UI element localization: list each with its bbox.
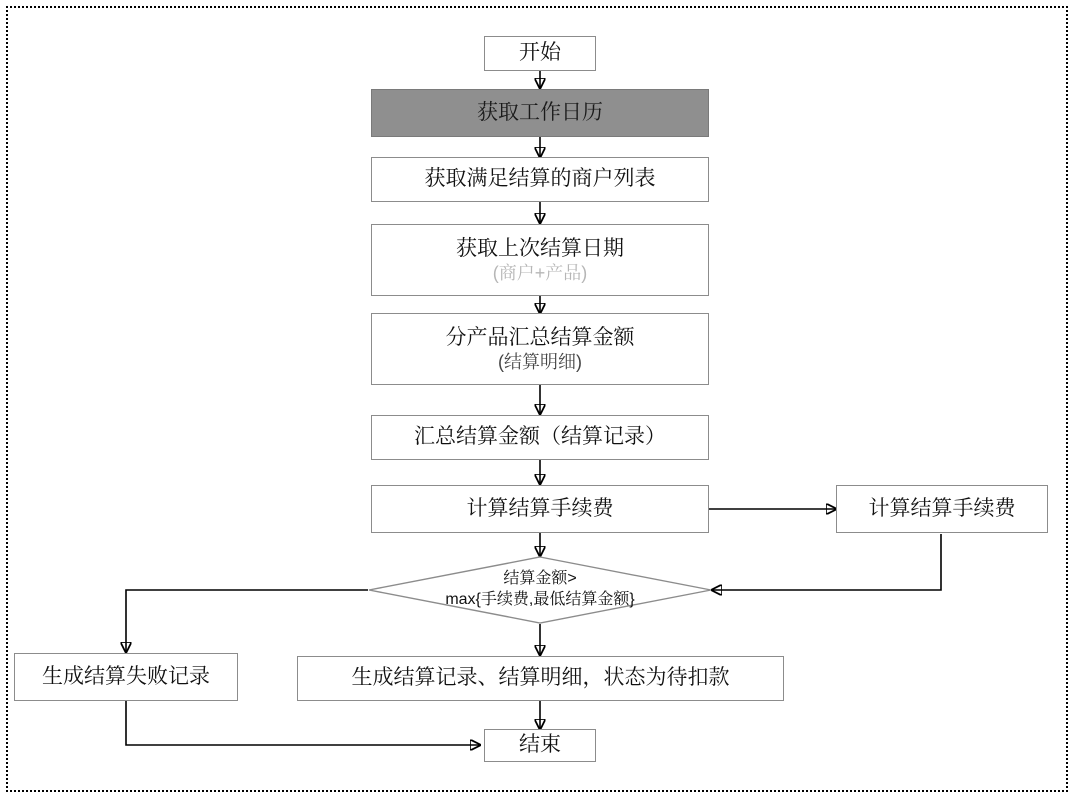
node-decision-sub: max{手续费,最低结算金额} xyxy=(445,591,635,608)
node-decision-label-group xyxy=(445,569,634,611)
node-decision-amount-check[interactable] xyxy=(368,556,712,624)
node-get-last-settle-date-label: 获取上次结算日期 xyxy=(456,236,624,260)
node-sum-by-product-sub: (结算明细) xyxy=(498,351,582,372)
node-create-success-record[interactable] xyxy=(297,656,784,701)
node-start-label: 开始 xyxy=(519,41,561,65)
node-get-work-calendar[interactable] xyxy=(371,89,709,137)
node-create-fail-record-label: 生成结算失败记录 xyxy=(42,664,210,688)
node-total-settle-amount[interactable] xyxy=(371,415,709,460)
node-sum-by-product-label: 分产品汇总结算金额 xyxy=(445,325,635,349)
node-create-fail-record[interactable] xyxy=(14,653,238,701)
node-sum-by-product[interactable] xyxy=(371,313,709,385)
node-get-merchant-list-label: 获取满足结算的商户列表 xyxy=(424,167,656,191)
node-decision-label: 结算金额> xyxy=(503,570,577,588)
node-calc-fee-primary-label: 计算结算手续费 xyxy=(466,496,614,520)
node-calc-fee-secondary[interactable] xyxy=(836,485,1048,533)
node-end-label: 结束 xyxy=(519,733,561,757)
node-create-success-record-label: 生成结算记录、结算明细，状态为待扣款 xyxy=(351,666,730,690)
node-get-merchant-list[interactable] xyxy=(371,157,709,202)
node-get-last-settle-date-sub: (商户+产品) xyxy=(492,262,588,283)
node-calc-fee-primary[interactable] xyxy=(371,485,709,533)
node-get-last-settle-date[interactable] xyxy=(371,224,709,296)
node-total-settle-amount-label: 汇总结算金额（结算记录） xyxy=(414,425,666,449)
node-start[interactable] xyxy=(484,36,596,71)
node-get-work-calendar-label: 获取工作日历 xyxy=(477,100,603,124)
node-calc-fee-secondary-label: 计算结算手续费 xyxy=(868,496,1016,520)
node-end[interactable] xyxy=(484,729,596,762)
